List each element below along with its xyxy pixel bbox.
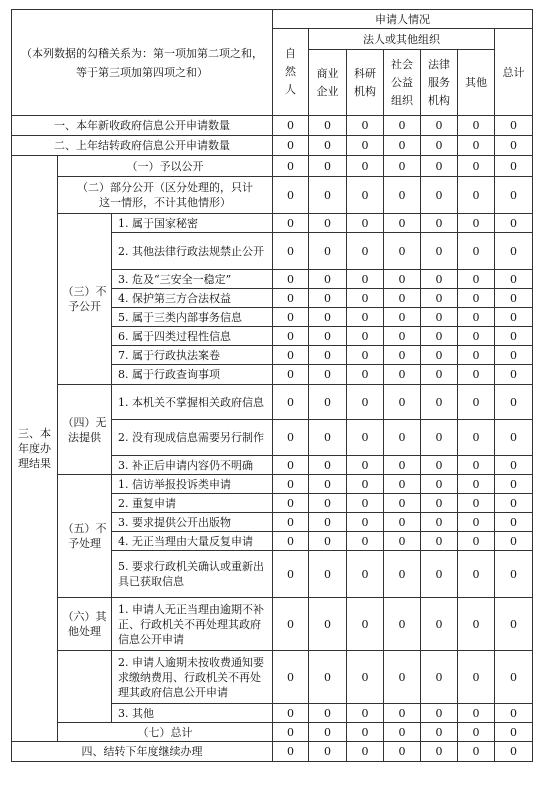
value-cell: 0 <box>347 233 384 270</box>
value-cell: 0 <box>309 651 347 704</box>
value-cell: 0 <box>421 385 458 420</box>
row-label: 8. 属于行政查询事项 <box>112 365 273 385</box>
value-cell: 0 <box>347 365 384 385</box>
value-cell: 0 <box>458 532 495 551</box>
value-cell: 0 <box>495 177 533 214</box>
row-label: 3. 危及“三安全一稳定” <box>112 270 273 289</box>
value-cell: 0 <box>495 742 533 762</box>
value-cell: 0 <box>421 513 458 532</box>
table-row <box>12 177 533 214</box>
value-cell: 0 <box>309 551 347 598</box>
value-cell: 0 <box>458 289 495 308</box>
row-label: 4. 保护第三方合法权益 <box>112 289 273 308</box>
value-cell: 0 <box>421 651 458 704</box>
value-cell: 0 <box>421 327 458 346</box>
value-cell: 0 <box>458 723 495 742</box>
value-cell: 0 <box>347 116 384 136</box>
value-cell: 0 <box>421 270 458 289</box>
value-cell: 0 <box>309 742 347 762</box>
value-cell: 0 <box>309 116 347 136</box>
value-cell: 0 <box>421 233 458 270</box>
value-cell: 0 <box>309 532 347 551</box>
value-cell: 0 <box>384 346 421 365</box>
value-cell: 0 <box>347 456 384 475</box>
value-cell: 0 <box>458 651 495 704</box>
value-cell: 0 <box>273 385 309 420</box>
legal-or-other-header: 法人或其他组织 <box>309 29 495 50</box>
value-cell: 0 <box>384 494 421 513</box>
value-cell: 0 <box>273 327 309 346</box>
value-cell: 0 <box>347 651 384 704</box>
value-cell: 0 <box>495 551 533 598</box>
value-cell: 0 <box>273 475 309 494</box>
value-cell: 0 <box>384 532 421 551</box>
value-cell: 0 <box>384 456 421 475</box>
value-cell: 0 <box>347 156 384 177</box>
value-cell: 0 <box>495 385 533 420</box>
value-cell: 0 <box>495 136 533 156</box>
table-row <box>12 136 533 156</box>
value-cell: 0 <box>421 494 458 513</box>
value-cell: 0 <box>458 742 495 762</box>
value-cell: 0 <box>273 214 309 233</box>
value-cell: 0 <box>458 365 495 385</box>
value-cell: 0 <box>309 289 347 308</box>
value-cell: 0 <box>495 156 533 177</box>
value-cell: 0 <box>347 420 384 456</box>
value-cell: 0 <box>458 513 495 532</box>
table-row <box>12 742 533 762</box>
row-label: 5. 属于三类内部事务信息 <box>112 308 273 327</box>
value-cell: 0 <box>309 723 347 742</box>
row-label: 7. 属于行政执法案卷 <box>112 346 273 365</box>
statistics-table <box>11 9 533 762</box>
value-cell: 0 <box>309 704 347 723</box>
value-cell: 0 <box>384 233 421 270</box>
value-cell: 0 <box>495 513 533 532</box>
value-cell: 0 <box>273 742 309 762</box>
value-cell: 0 <box>273 723 309 742</box>
org-type-header: 社会公益组织 <box>384 50 421 116</box>
value-cell: 0 <box>347 214 384 233</box>
value-cell: 0 <box>273 156 309 177</box>
value-cell: 0 <box>458 346 495 365</box>
value-cell: 0 <box>347 289 384 308</box>
value-cell: 0 <box>347 136 384 156</box>
value-cell: 0 <box>495 270 533 289</box>
value-cell: 0 <box>273 289 309 308</box>
value-cell: 0 <box>347 704 384 723</box>
value-cell: 0 <box>273 136 309 156</box>
value-cell: 0 <box>495 456 533 475</box>
value-cell: 0 <box>384 214 421 233</box>
row-label: 1. 申请人无正当理由逾期不补正、行政机关不再处理其政府信息公开申请 <box>112 598 273 651</box>
value-cell: 0 <box>273 365 309 385</box>
value-cell: 0 <box>458 308 495 327</box>
value-cell: 0 <box>309 270 347 289</box>
value-cell: 0 <box>458 156 495 177</box>
value-cell: 0 <box>495 233 533 270</box>
value-cell: 0 <box>421 177 458 214</box>
value-cell: 0 <box>309 233 347 270</box>
value-cell: 0 <box>273 651 309 704</box>
value-cell: 0 <box>495 704 533 723</box>
value-cell: 0 <box>384 475 421 494</box>
value-cell: 0 <box>273 116 309 136</box>
value-cell: 0 <box>421 289 458 308</box>
value-cell: 0 <box>421 723 458 742</box>
value-cell: 0 <box>421 598 458 651</box>
natural-person-header: 自然人 <box>273 29 309 116</box>
value-cell: 0 <box>347 327 384 346</box>
value-cell: 0 <box>384 513 421 532</box>
value-cell: 0 <box>384 551 421 598</box>
table-row <box>12 598 533 651</box>
value-cell: 0 <box>309 214 347 233</box>
value-cell: 0 <box>421 742 458 762</box>
value-cell: 0 <box>384 308 421 327</box>
row-label: 1. 本机关不掌握相关政府信息 <box>112 385 273 420</box>
value-cell: 0 <box>458 385 495 420</box>
value-cell: 0 <box>421 156 458 177</box>
value-cell: 0 <box>458 136 495 156</box>
value-cell: 0 <box>384 704 421 723</box>
value-cell: 0 <box>309 136 347 156</box>
value-cell: 0 <box>495 475 533 494</box>
value-cell: 0 <box>273 532 309 551</box>
group-label-partially-disclosed: （二）部分公开（区分处理的，只计这一情形，不计其他情形） <box>58 177 273 214</box>
value-cell: 0 <box>273 704 309 723</box>
row-label: 3. 要求提供公开出版物 <box>112 513 273 532</box>
value-cell: 0 <box>347 598 384 651</box>
group-label-not-processed: （五）不予处理 <box>58 475 112 598</box>
value-cell: 0 <box>458 214 495 233</box>
group-label-cannot-provide: （四）无法提供 <box>58 385 112 475</box>
value-cell: 0 <box>384 365 421 385</box>
value-cell: 0 <box>347 742 384 762</box>
row-label: 3. 其他 <box>112 704 273 723</box>
value-cell: 0 <box>458 233 495 270</box>
formula-note: （本列数据的勾稽关系为：第一项加第二项之和，等于第三项加第四项之和） <box>12 10 273 116</box>
value-cell: 0 <box>458 494 495 513</box>
value-cell: 0 <box>384 156 421 177</box>
org-type-header: 其他 <box>458 50 495 116</box>
value-cell: 0 <box>421 475 458 494</box>
value-cell: 0 <box>384 385 421 420</box>
value-cell: 0 <box>347 551 384 598</box>
value-cell: 0 <box>309 420 347 456</box>
group-label-total: （七）总计 <box>58 723 273 742</box>
row-label: 1. 属于国家秘密 <box>112 214 273 233</box>
value-cell: 0 <box>495 346 533 365</box>
table-row <box>12 156 533 177</box>
value-cell: 0 <box>495 532 533 551</box>
value-cell: 0 <box>495 598 533 651</box>
value-cell: 0 <box>458 327 495 346</box>
value-cell: 0 <box>347 270 384 289</box>
value-cell: 0 <box>495 365 533 385</box>
value-cell: 0 <box>458 420 495 456</box>
value-cell: 0 <box>495 214 533 233</box>
value-cell: 0 <box>458 475 495 494</box>
value-cell: 0 <box>458 177 495 214</box>
value-cell: 0 <box>384 116 421 136</box>
value-cell: 0 <box>495 116 533 136</box>
row-label: 1. 信访举报投诉类申请 <box>112 475 273 494</box>
row-label: 2. 没有现成信息需要另行制作 <box>112 420 273 456</box>
total-header: 总计 <box>495 29 533 116</box>
value-cell: 0 <box>495 308 533 327</box>
value-cell: 0 <box>384 270 421 289</box>
value-cell: 0 <box>421 214 458 233</box>
value-cell: 0 <box>495 420 533 456</box>
value-cell: 0 <box>273 456 309 475</box>
table-row <box>12 116 533 136</box>
applicant-situation-header: 申请人情况 <box>273 10 533 29</box>
value-cell: 0 <box>458 116 495 136</box>
value-cell: 0 <box>421 456 458 475</box>
value-cell: 0 <box>384 327 421 346</box>
value-cell: 0 <box>384 420 421 456</box>
value-cell: 0 <box>347 308 384 327</box>
value-cell: 0 <box>421 365 458 385</box>
table-row <box>12 214 533 233</box>
value-cell: 0 <box>495 494 533 513</box>
group-label-processing-results: 三、本年度办理结果 <box>12 156 58 742</box>
value-cell: 0 <box>273 233 309 270</box>
value-cell: 0 <box>309 177 347 214</box>
value-cell: 0 <box>273 494 309 513</box>
value-cell: 0 <box>347 494 384 513</box>
group-label-disclosed: （一）予以公开 <box>58 156 273 177</box>
row-label: 3. 补正后申请内容仍不明确 <box>112 456 273 475</box>
value-cell: 0 <box>458 270 495 289</box>
value-cell: 0 <box>421 532 458 551</box>
value-cell: 0 <box>421 551 458 598</box>
value-cell: 0 <box>458 598 495 651</box>
value-cell: 0 <box>309 598 347 651</box>
value-cell: 0 <box>495 723 533 742</box>
row-label: 4. 无正当理由大量反复申请 <box>112 532 273 551</box>
group-label-blank <box>58 651 112 723</box>
value-cell: 0 <box>309 327 347 346</box>
value-cell: 0 <box>273 598 309 651</box>
value-cell: 0 <box>347 475 384 494</box>
value-cell: 0 <box>421 136 458 156</box>
row-label: 6. 属于四类过程性信息 <box>112 327 273 346</box>
value-cell: 0 <box>421 420 458 456</box>
row-label: 2. 重复申请 <box>112 494 273 513</box>
value-cell: 0 <box>309 308 347 327</box>
value-cell: 0 <box>384 289 421 308</box>
value-cell: 0 <box>273 551 309 598</box>
row-label: 2. 其他法律行政法规禁止公开 <box>112 233 273 270</box>
org-type-header: 商业企业 <box>309 50 347 116</box>
value-cell: 0 <box>384 742 421 762</box>
value-cell: 0 <box>347 513 384 532</box>
value-cell: 0 <box>273 308 309 327</box>
value-cell: 0 <box>495 327 533 346</box>
row-label: 2. 申请人逾期未按收费通知要求缴纳费用、行政机关不再处理其政府信息公开申请 <box>112 651 273 704</box>
value-cell: 0 <box>347 385 384 420</box>
value-cell: 0 <box>347 177 384 214</box>
value-cell: 0 <box>495 289 533 308</box>
value-cell: 0 <box>384 651 421 704</box>
value-cell: 0 <box>421 346 458 365</box>
group-label-other-processing: （六）其他处理 <box>58 598 112 651</box>
table-row <box>12 651 533 704</box>
row-label: 四、结转下年度继续办理 <box>12 742 273 762</box>
value-cell: 0 <box>309 475 347 494</box>
value-cell: 0 <box>309 494 347 513</box>
row-label: 5. 要求行政机关确认或重新出具已获取信息 <box>112 551 273 598</box>
value-cell: 0 <box>421 116 458 136</box>
value-cell: 0 <box>309 346 347 365</box>
value-cell: 0 <box>384 136 421 156</box>
value-cell: 0 <box>309 513 347 532</box>
value-cell: 0 <box>421 704 458 723</box>
row-label: 二、上年结转政府信息公开申请数量 <box>12 136 273 156</box>
value-cell: 0 <box>273 177 309 214</box>
table-row <box>12 723 533 742</box>
group-label-not-disclosed: （三）不予公开 <box>58 214 112 385</box>
org-type-header: 法律服务机构 <box>421 50 458 116</box>
value-cell: 0 <box>273 420 309 456</box>
row-label: 一、本年新收政府信息公开申请数量 <box>12 116 273 136</box>
value-cell: 0 <box>273 513 309 532</box>
value-cell: 0 <box>421 308 458 327</box>
value-cell: 0 <box>347 346 384 365</box>
org-type-header: 科研机构 <box>347 50 384 116</box>
value-cell: 0 <box>309 365 347 385</box>
value-cell: 0 <box>458 551 495 598</box>
value-cell: 0 <box>309 385 347 420</box>
value-cell: 0 <box>384 177 421 214</box>
value-cell: 0 <box>273 270 309 289</box>
value-cell: 0 <box>347 532 384 551</box>
table-row <box>12 385 533 420</box>
value-cell: 0 <box>347 723 384 742</box>
value-cell: 0 <box>273 346 309 365</box>
value-cell: 0 <box>384 598 421 651</box>
value-cell: 0 <box>495 651 533 704</box>
value-cell: 0 <box>309 456 347 475</box>
value-cell: 0 <box>384 723 421 742</box>
value-cell: 0 <box>458 704 495 723</box>
value-cell: 0 <box>458 456 495 475</box>
value-cell: 0 <box>309 156 347 177</box>
table-row <box>12 475 533 494</box>
